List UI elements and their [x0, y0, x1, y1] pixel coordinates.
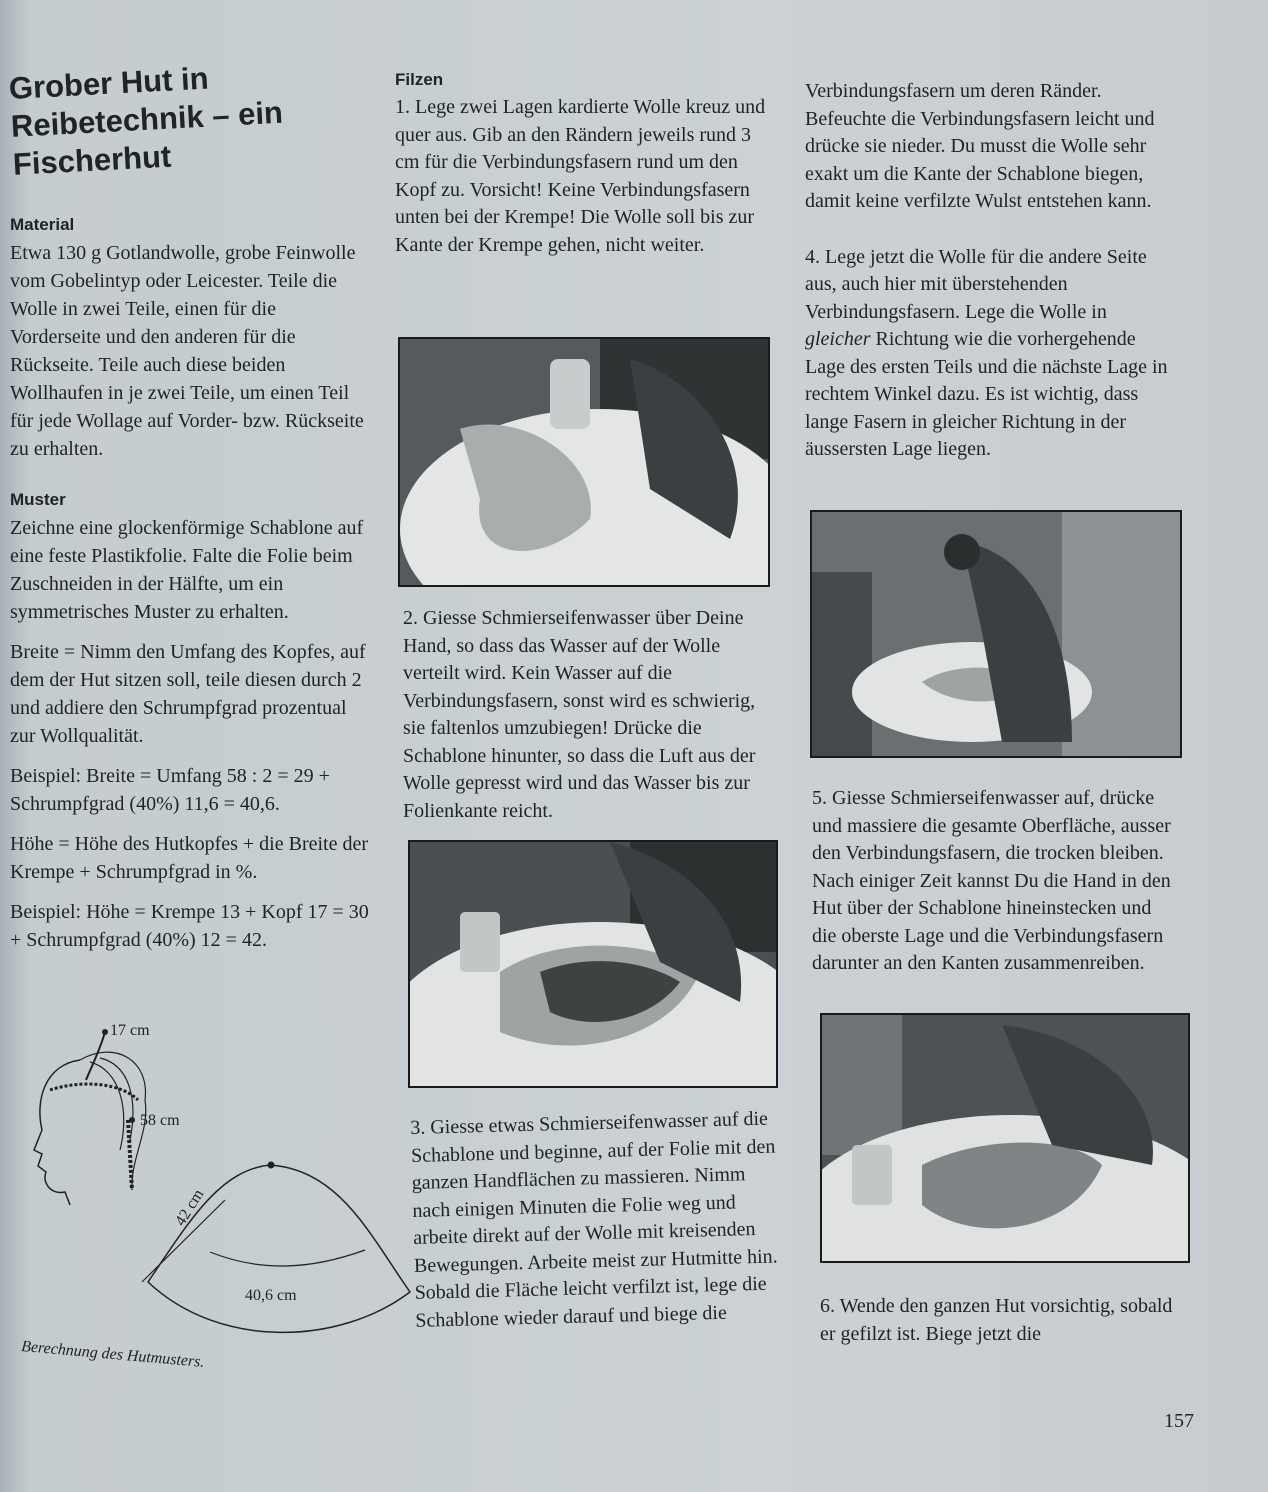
muster-paragraph-1: Zeichne eine glockenförmige Schablone auf eine feste Plastikfolie. Falte die Folie beim Zuschneiden in der Hälfte, um ein symmetrisches Muster zu erhalten. — [10, 517, 364, 623]
step-3-text: 3. Giesse etwas Schmierseifenwasser auf die Schablone und beginne, auf der Folie mit den ganzen Handflächen zu massieren. Nimm nach einigen Minuten die Folie weg und arbeite direkt auf der Wolle mit kreisenden Bewegungen. Arbeite meist zur Hutmitte hin. Sobald die Fläche leicht verfilzt ist, lege die Schablone wieder darauf und biege die — [410, 1107, 778, 1332]
hat-template-outline — [148, 1165, 410, 1332]
muster-paragraph-5: Beispiel: Höhe = Krempe 13 + Kopf 17 = 30 + Schrumpfgrad (40%) 12 = 42. — [10, 901, 369, 951]
step-4-text-b: Richtung wie die vorhergehende Lage des ersten Teils und die nächste Lage in rechtem Winkel dazu. Es ist wichtig, dass lange Fasern in gleicher Richtung in der äussersten Lage liegen. — [805, 328, 1168, 460]
page-number: 157 — [1164, 1410, 1194, 1432]
step-4-text-a: 4. Lege jetzt die Wolle für die andere Seite aus, auch hier mit überstehenden Verbindungsfasern. Lege die Wolle in — [805, 245, 1147, 323]
step-2-text: 2. Giesse Schmierseifenwasser über Deine Hand, so dass das Wasser auf der Wolle verteilt wird. Kein Wasser auf die Verbindungsfasern, sonst wird es schwierig, sie faltenlos umzubiegen! Drücke die Schablone hinunter, so dass die Luft aus der Wolle gepresst wird und das Wasser bis zur Folienkante reicht. — [403, 607, 756, 822]
muster-paragraph-2: Breite = Nimm den Umfang des Kopfes, auf dem der Hut sitzen soll, teile diesen durch 2 und addiere den Schrumpfgrad prozentual zur Wollqualität. — [10, 641, 366, 747]
photo-massaging-surface — [820, 1013, 1190, 1263]
step-5-block — [812, 785, 1174, 978]
step-4-text — [805, 244, 1175, 464]
label-17cm: 17 cm — [110, 1022, 150, 1039]
material-text: Etwa 130 g Gotlandwolle, grobe Feinwolle vom Gobelintyp oder Leicester. Teile die Wolle in zwei Teile, einen für die Vorderseite und den anderen für die Rückseite. Teile auch diese beiden Wollhaufen in je zwei Teile, um einen Teil für jede Wollage auf Vorder- bzw. Rückseite zu erhalten. — [10, 242, 364, 460]
photo-pressing-template — [408, 840, 778, 1088]
step-3-block — [410, 1105, 791, 1335]
head-profile-drawing — [34, 1060, 80, 1205]
material-heading: Material — [10, 215, 75, 234]
label-58cm: 58 cm — [140, 1112, 180, 1129]
step-4-emphasis: gleicher — [805, 328, 871, 350]
muster-section — [10, 490, 370, 966]
step-6-block — [820, 1293, 1180, 1348]
measuring-tape-head — [50, 1084, 138, 1100]
width-arrow — [210, 1250, 365, 1266]
step-3-continued-block — [805, 78, 1175, 464]
label-40-6cm: 40,6 cm — [245, 1287, 297, 1304]
page-title: Grober Hut in Reibetechnik – ein Fischerhut — [8, 60, 284, 182]
photo-pouring-water — [398, 337, 770, 587]
photo-second-layer — [810, 510, 1182, 758]
muster-heading: Muster — [10, 490, 66, 509]
step-3-continued-text: Verbindungsfasern um deren Ränder. Befeuchte die Verbindungsfasern leicht und drücke sie nieder. Du musst die Wolle sehr exakt um die Kante der Schablone biegen, damit keine verfilzte Wulst entstehen kann. — [805, 80, 1155, 212]
material-section — [10, 215, 370, 463]
label-42cm: 42 cm — [172, 1186, 208, 1230]
filzen-section — [395, 70, 780, 259]
muster-paragraph-4: Höhe = Höhe des Hutkopfes + die Breite der Krempe + Schrumpfgrad in %. — [10, 833, 369, 883]
muster-paragraph-3: Beispiel: Breite = Umfang 58 : 2 = 29 + Schrumpfgrad (40%) 11,6 = 40,6. — [10, 765, 330, 815]
filzen-heading: Filzen — [395, 70, 444, 89]
step-5-text: 5. Giesse Schmierseifenwasser auf, drücke und massiere die gesamte Oberfläche, ausser den Verbindungsfasern, die trocken bleiben. Nach einiger Zeit kannst Du die Hand in den Hut über der Schablone hineinstecken und die oberste Lage und die Verbindungsfasern darunter an den Kanten zusammenreiben. — [812, 787, 1171, 974]
step-6-text: 6. Wende den ganzen Hut vorsichtig, sobald er gefilzt ist. Biege jetzt die — [820, 1295, 1173, 1345]
hat-pattern-diagram — [20, 1020, 420, 1340]
diagram-caption: Berechnung des Hutmusters. — [20, 1338, 206, 1371]
step-1-text: 1. Lege zwei Lagen kardierte Wolle kreuz und quer aus. Gib an den Rändern jeweils rund 3 cm für die Verbindungsfasern rund um den Kopf zu. Vorsicht! Keine Verbindungsfasern unten bei der Krempe! Die Wolle soll bis zur Kante der Krempe gehen, nicht weiter. — [395, 96, 766, 256]
step-2-block — [395, 605, 780, 825]
